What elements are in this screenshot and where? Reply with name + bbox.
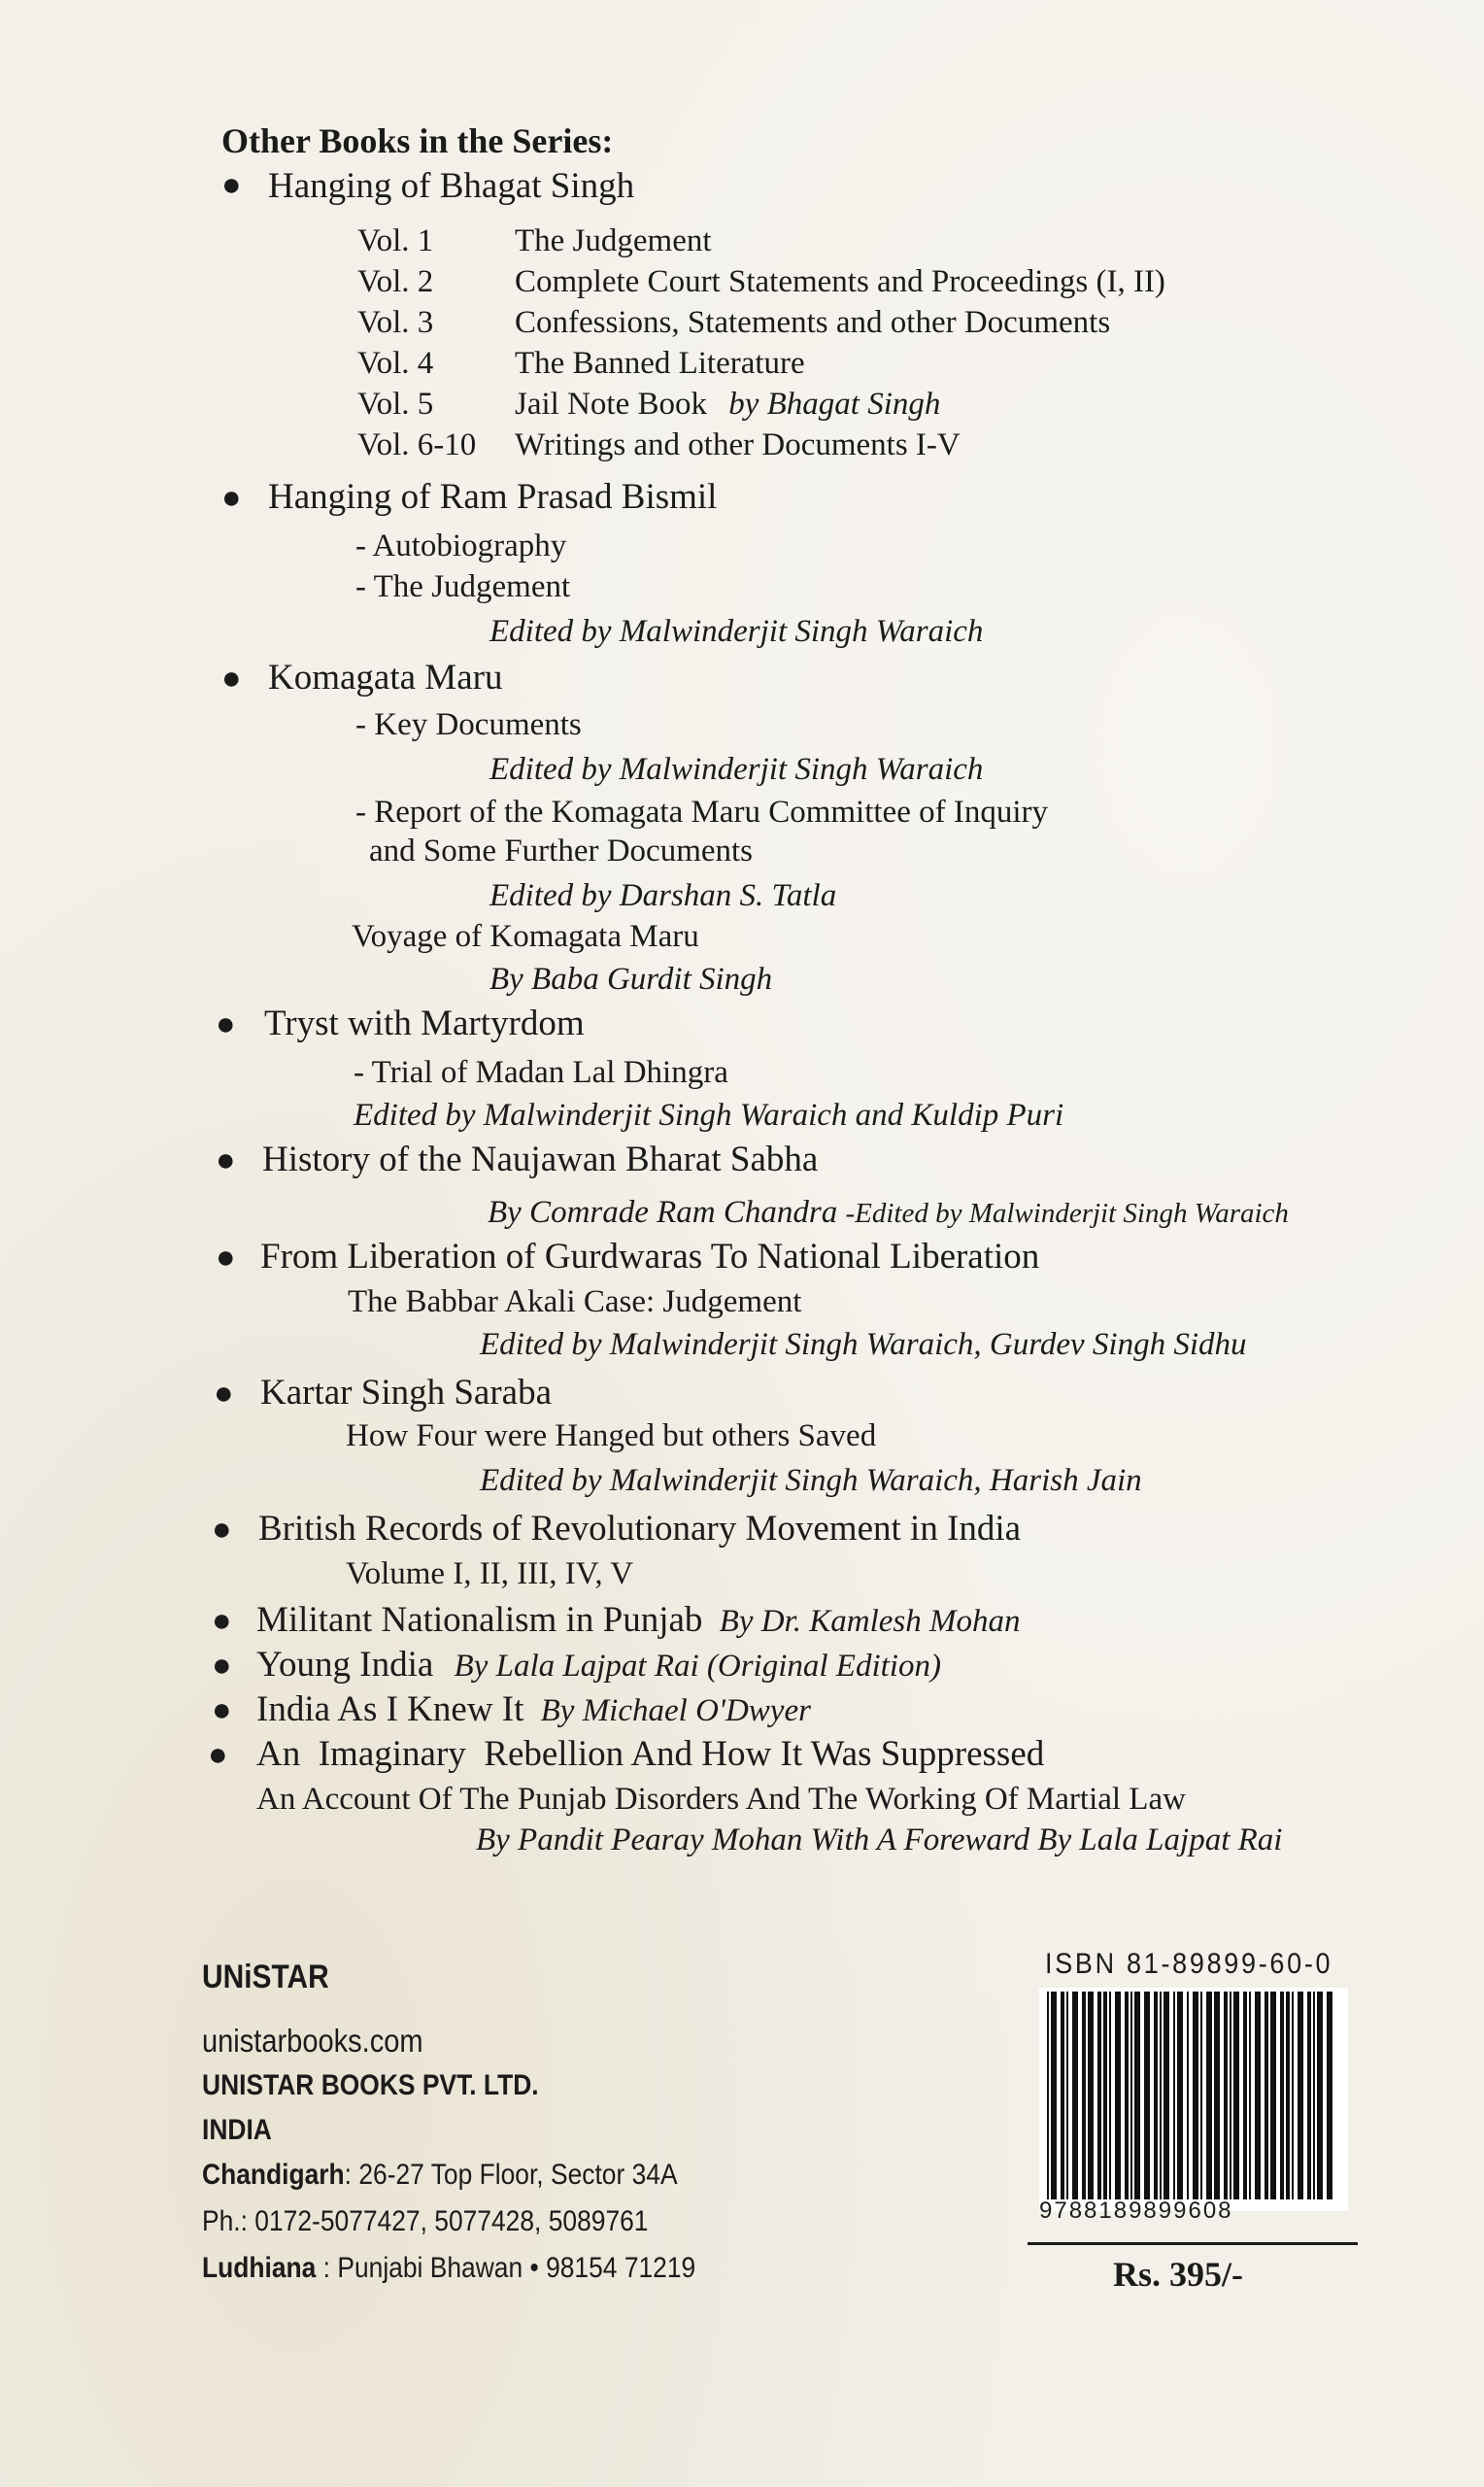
sub-item: An Account Of The Punjab Disorders And The Working Of Martial Law (256, 1782, 1186, 1817)
editor-credit: Edited by Malwinderjit Singh Waraich, Gurdev Singh Sidhu (480, 1327, 1247, 1362)
author-credit: By Pandit Pearay Mohan With A Foreward By Lala Lajpat Rai (476, 1823, 1283, 1857)
editor-credit: Edited by Malwinderjit Singh Waraich (489, 752, 984, 787)
editor-credit: -Edited by Malwinderjit Singh Waraich (845, 1198, 1289, 1229)
volume-title: Writings and other Documents I-V (515, 427, 961, 462)
series-title: History of the Naujawan Bharat Sabha (262, 1140, 819, 1179)
sub-item: - Key Documents (355, 707, 582, 742)
series-heading: Other Books in the Series: (221, 121, 614, 160)
barcode-bar (1130, 1992, 1132, 2199)
series-title: From Liberation of Gurdwaras To National Liberation (260, 1237, 1040, 1277)
barcode-bar (1286, 1992, 1290, 2199)
barcode-bar (1270, 1992, 1276, 2199)
sub-item: Volume I, II, III, IV, V (346, 1556, 634, 1591)
series-title (256, 1599, 1020, 1641)
sub-item: How Four were Hanged but others Saved (346, 1418, 877, 1453)
barcode-bar (1125, 1992, 1129, 2199)
barcode-bar (1230, 1992, 1231, 2199)
barcode-bar (1047, 1992, 1049, 2199)
sub-item: - Autobiography (355, 528, 567, 563)
series-title: Hanging of Bhagat Singh (268, 166, 635, 206)
barcode-bar (1154, 1992, 1158, 2199)
author-credit: By Michael O'Dwyer (540, 1693, 811, 1728)
series-title: British Records of Revolutionary Movement in India (258, 1509, 1022, 1549)
isbn-number: ISBN 81-89899-60-0 (1045, 1948, 1333, 1980)
bullet-icon: ● (212, 1603, 232, 1639)
ludhiana-address (202, 2252, 695, 2285)
publisher-company: UNISTAR BOOKS PVT. LTD. (202, 2069, 539, 2101)
sub-item: - Trial of Madan Lal Dhingra (354, 1055, 728, 1090)
series-title-text: Young India (256, 1645, 434, 1685)
chandigarh-label: Chandigarh (202, 2159, 345, 2191)
ludhiana-label: Ludhiana (202, 2252, 317, 2284)
bullet-icon: ● (216, 1240, 236, 1276)
barcode-bar (1307, 1992, 1311, 2199)
series-title: Komagata Maru (268, 658, 503, 698)
sub-item: Voyage of Komagata Maru (352, 919, 699, 954)
barcode-bar (1187, 1992, 1189, 2199)
barcode-bar (1051, 1992, 1057, 2199)
volume-title-text: Jail Note Book (515, 387, 707, 422)
barcode-bar (1313, 1992, 1315, 2199)
volume-author: by Bhagat Singh (728, 387, 941, 422)
bullet-icon: ● (221, 167, 242, 203)
barcode-number: 9788189899608 (1039, 2197, 1233, 2224)
barcode-bar (1265, 1992, 1268, 2199)
volume-title: The Banned Literature (515, 346, 805, 381)
barcode-bar (1061, 1992, 1064, 2199)
barcode (1039, 1988, 1348, 2211)
series-title: Kartar Singh Saraba (260, 1373, 553, 1413)
barcode-bar (1134, 1992, 1140, 2199)
series-title-text: Militant Nationalism in Punjab (256, 1600, 703, 1640)
barcode-bar (1317, 1992, 1323, 2199)
bullet-icon: ● (212, 1512, 232, 1548)
barcode-bar (1115, 1992, 1121, 2199)
barcode-bar (1200, 1992, 1202, 2199)
sub-item: The Babbar Akali Case: Judgement (348, 1284, 802, 1319)
bullet-icon: ● (212, 1692, 232, 1728)
volume-number: Vol. 1 (357, 223, 434, 258)
author-credit: By Lala Lajpat Rai (Original Edition) (454, 1649, 941, 1684)
barcode-bar (1233, 1992, 1239, 2199)
barcode-bar (1255, 1992, 1261, 2199)
volume-number: Vol. 6-10 (357, 427, 477, 462)
bullet-icon: ● (212, 1648, 232, 1684)
barcode-bar (1193, 1992, 1198, 2199)
barcode-bar (1292, 1992, 1294, 2199)
volume-number: Vol. 5 (357, 387, 434, 422)
barcode-bar (1082, 1992, 1086, 2199)
bullet-icon: ● (208, 1737, 228, 1773)
author-credit: By Dr. Kamlesh Mohan (719, 1604, 1021, 1639)
price-divider (1028, 2242, 1358, 2245)
bullet-icon: ● (214, 1376, 234, 1412)
author-name: By Comrade Ram Chandra (488, 1195, 838, 1230)
sub-item: - The Judgement (355, 569, 571, 604)
bullet-icon: ● (216, 1006, 236, 1042)
barcode-bar (1109, 1992, 1111, 2199)
editor-credit: Edited by Malwinderjit Singh Waraich and Kuldip Puri (354, 1098, 1064, 1133)
barcode-bar (1214, 1992, 1220, 2199)
series-title (256, 1644, 941, 1686)
author-credit: By Baba Gurdit Singh (489, 962, 773, 997)
barcode-bar (1144, 1992, 1150, 2199)
barcode-bar (1072, 1992, 1078, 2199)
publisher-logo: UNiSTAR (202, 1959, 329, 1995)
series-title: Hanging of Ram Prasad Bismil (268, 477, 718, 517)
barcode-bar (1243, 1992, 1247, 2199)
barcode-bar (1249, 1992, 1251, 2199)
barcode-bar (1103, 1992, 1107, 2199)
barcode-bar (1066, 1992, 1068, 2199)
series-title: An Imaginary Rebellion And How It Was Suppressed (256, 1734, 1045, 1774)
barcode-bar (1206, 1992, 1212, 2199)
bullet-icon: ● (221, 661, 242, 697)
publisher-country: INDIA (202, 2114, 272, 2146)
barcode-bar (1224, 1992, 1228, 2199)
bullet-icon: ● (221, 480, 242, 516)
editor-credit: Edited by Malwinderjit Singh Waraich, Harish Jain (480, 1463, 1142, 1498)
series-title-text: India As I Knew It (256, 1689, 524, 1729)
volume-title: Confessions, Statements and other Documents (515, 305, 1111, 340)
barcode-bar (1173, 1992, 1175, 2199)
barcode-bar (1088, 1992, 1094, 2199)
barcode-bars (1039, 1988, 1348, 2211)
barcode-bar (1298, 1992, 1303, 2199)
bullet-icon: ● (216, 1142, 236, 1178)
chandigarh-address-text: : 26-27 Top Floor, Sector 34A (344, 2159, 678, 2191)
volume-number: Vol. 2 (357, 264, 434, 299)
sub-item: and Some Further Documents (369, 834, 754, 869)
barcode-bar (1097, 1992, 1101, 2199)
volume-title: Complete Court Statements and Proceedings (I, II) (515, 264, 1165, 299)
ludhiana-address-text: : Punjabi Bhawan • 98154 71219 (316, 2252, 696, 2284)
barcode-bar (1160, 1992, 1162, 2199)
series-title (256, 1688, 811, 1730)
chandigarh-address (202, 2159, 678, 2192)
barcode-bar (1280, 1992, 1284, 2199)
price: Rs. 395/- (1113, 2255, 1243, 2294)
volume-number: Vol. 3 (357, 305, 434, 340)
publisher-phone: Ph.: 0172-5077427, 5077428, 5089761 (202, 2205, 649, 2237)
editor-credit: Edited by Darshan S. Tatla (489, 878, 837, 913)
author-credit (488, 1195, 1289, 1231)
sub-item: - Report of the Komagata Maru Committee of Inquiry (355, 795, 1048, 830)
editor-credit: Edited by Malwinderjit Singh Waraich (489, 614, 984, 649)
publisher-website: unistarbooks.com (202, 2023, 423, 2059)
volume-number: Vol. 4 (357, 346, 434, 381)
barcode-bar (1164, 1992, 1169, 2199)
barcode-bar (1327, 1992, 1332, 2199)
barcode-bar (1177, 1992, 1183, 2199)
volume-title (515, 387, 940, 423)
volume-title: The Judgement (515, 223, 712, 258)
series-title: Tryst with Martyrdom (264, 1004, 585, 1043)
